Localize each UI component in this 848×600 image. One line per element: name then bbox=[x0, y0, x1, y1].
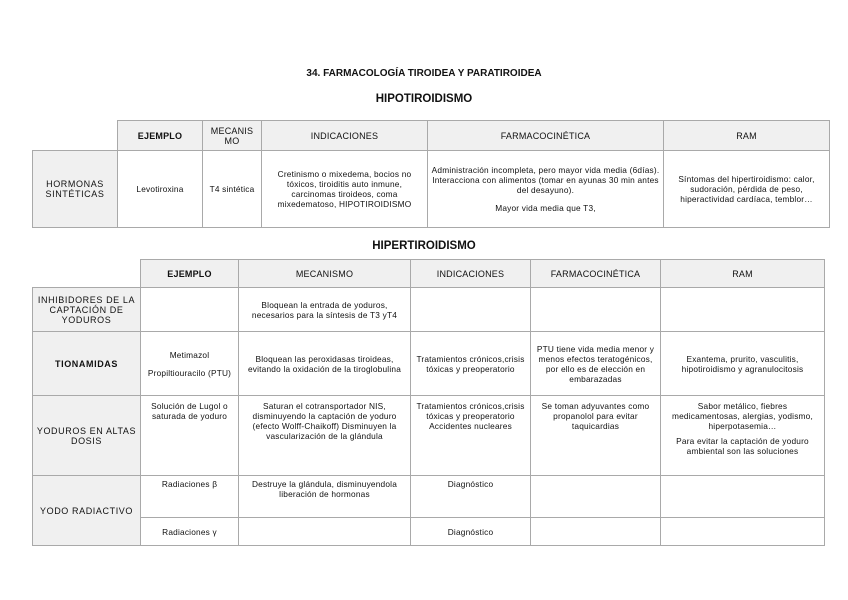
cell-mecanismo bbox=[239, 518, 411, 546]
farmacocinetica-text-1: Administración incompleta, pero mayor vida media (6días). Interacciona con alimentos (tomar en ayunas 30 min antes del desayuno). bbox=[431, 165, 660, 195]
header-mecanismo: MECANISMO bbox=[239, 260, 411, 288]
cell-mecanismo: Saturan el cotransportador NIS, disminuyendo la captación de yoduro (efecto Wolff-Chaikoff) Disminuyen la vascularización de la glándula bbox=[239, 396, 411, 476]
table-row bbox=[33, 518, 825, 546]
cell-indicaciones: Diagnóstico bbox=[411, 476, 531, 518]
cell-farmacocinetica: Se toman adyuvantes como propanolol para evitar taquicardias bbox=[531, 396, 661, 476]
row-header-inhibidores: INHIBIDORES DE LA CAPTACIÓN DE YODUROS bbox=[33, 288, 141, 332]
cell-ejemplo bbox=[141, 332, 239, 396]
cell-farmacocinetica bbox=[531, 476, 661, 518]
cell-mecanismo: Bloquean la entrada de yoduros, necesarios para la síntesis de T3 yT4 bbox=[239, 288, 411, 332]
table-row bbox=[33, 476, 825, 518]
cell-ejemplo: Radiaciones β bbox=[141, 476, 239, 518]
table-row bbox=[33, 288, 825, 332]
cell-ejemplo bbox=[141, 288, 239, 332]
cell-farmacocinetica bbox=[428, 151, 664, 228]
ram-text-2: Para evitar la captación de yoduro ambiental son las soluciones bbox=[676, 436, 809, 456]
table-row bbox=[33, 332, 825, 396]
empty-corner-cell bbox=[33, 260, 141, 288]
ejemplo-text-1: Metimazol bbox=[169, 349, 210, 360]
table-header-row bbox=[33, 121, 830, 151]
document-title: 34. FARMACOLOGÍA TIROIDEA Y PARATIROIDEA bbox=[306, 68, 542, 79]
cell-indicaciones: Tratamientos crónicos,crisis tóxicas y preoperatorio bbox=[411, 332, 531, 396]
cell-ram bbox=[661, 396, 825, 476]
cell-ram: Exantema, prurito, vasculitis, hipotiroidismo y agranulocitosis bbox=[661, 332, 825, 396]
row-header-yoduros: YODUROS EN ALTAS DOSIS bbox=[33, 396, 141, 476]
row-header-yodo-radiactivo: YODO RADIACTIVO bbox=[33, 476, 141, 546]
farmacocinetica-text-2: Mayor vida media que T3, bbox=[495, 203, 596, 213]
empty-corner-cell bbox=[33, 121, 118, 151]
table-row bbox=[33, 396, 825, 476]
cell-ejemplo: Radiaciones γ bbox=[141, 518, 239, 546]
row-header-hormonas: HORMONAS SINTÉTICAS bbox=[33, 151, 118, 228]
cell-indicaciones bbox=[411, 288, 531, 332]
cell-mecanismo: Bloquean las peroxidasas tiroideas, evitando la oxidación de la tiroglobulina bbox=[239, 332, 411, 396]
cell-ram: Síntomas del hipertiroidismo: calor, sudoración, pérdida de peso, hiperactividad cardíaca, temblor… bbox=[664, 151, 830, 228]
cell-ram bbox=[661, 518, 825, 546]
header-farmacocinetica: FARMACOCINÉTICA bbox=[428, 121, 664, 151]
section-title-hipotiroidismo: HIPOTIROIDISMO bbox=[375, 93, 473, 105]
cell-farmacocinetica: PTU tiene vida media menor y menos efectos teratogénicos, por ello es de elección en embarazadas bbox=[531, 332, 661, 396]
header-farmacocinetica: FARMACOCINÉTICA bbox=[531, 260, 661, 288]
cell-mecanismo: T4 sintética bbox=[203, 151, 262, 228]
header-ram: RAM bbox=[661, 260, 825, 288]
row-header-tionamidas: TIONAMIDAS bbox=[33, 332, 141, 396]
table-row bbox=[33, 151, 830, 228]
header-indicaciones: INDICACIONES bbox=[262, 121, 428, 151]
ram-text-1: Sabor metálico, fiebres medicamentosas, alergias, yodismo, hiperpotasemia… bbox=[672, 401, 813, 431]
table-header-row bbox=[33, 260, 825, 288]
header-mecanismo: MECANIS MO bbox=[203, 121, 262, 151]
section-title-hipertiroidismo: HIPERTIROIDISMO bbox=[372, 240, 476, 252]
hipertiroidismo-table bbox=[32, 259, 825, 546]
header-ejemplo: EJEMPLO bbox=[141, 260, 239, 288]
cell-farmacocinetica bbox=[531, 518, 661, 546]
header-indicaciones: INDICACIONES bbox=[411, 260, 531, 288]
cell-ram bbox=[661, 288, 825, 332]
cell-indicaciones: Cretinismo o mixedema, bocios no tóxicos, tiroiditis auto inmune, carcinomas tiroideos, coma mixedematoso, HIPOTIROIDISMO bbox=[262, 151, 428, 228]
cell-ejemplo: Solución de Lugol o saturada de yoduro bbox=[141, 396, 239, 476]
cell-indicaciones: Diagnóstico bbox=[411, 518, 531, 546]
cell-indicaciones: Tratamientos crónicos,crisis tóxicas y preoperatorio Accidentes nucleares bbox=[411, 396, 531, 476]
cell-farmacocinetica bbox=[531, 288, 661, 332]
cell-ram bbox=[661, 476, 825, 518]
cell-mecanismo: Destruye la glándula, disminuyendola liberación de hormonas bbox=[239, 476, 411, 518]
cell-ejemplo: Levotiroxina bbox=[118, 151, 203, 228]
header-ejemplo: EJEMPLO bbox=[118, 121, 203, 151]
ejemplo-text-2: Propiltiouracilo (PTU) bbox=[147, 367, 232, 378]
hipotiroidismo-table bbox=[32, 120, 830, 228]
header-ram: RAM bbox=[664, 121, 830, 151]
